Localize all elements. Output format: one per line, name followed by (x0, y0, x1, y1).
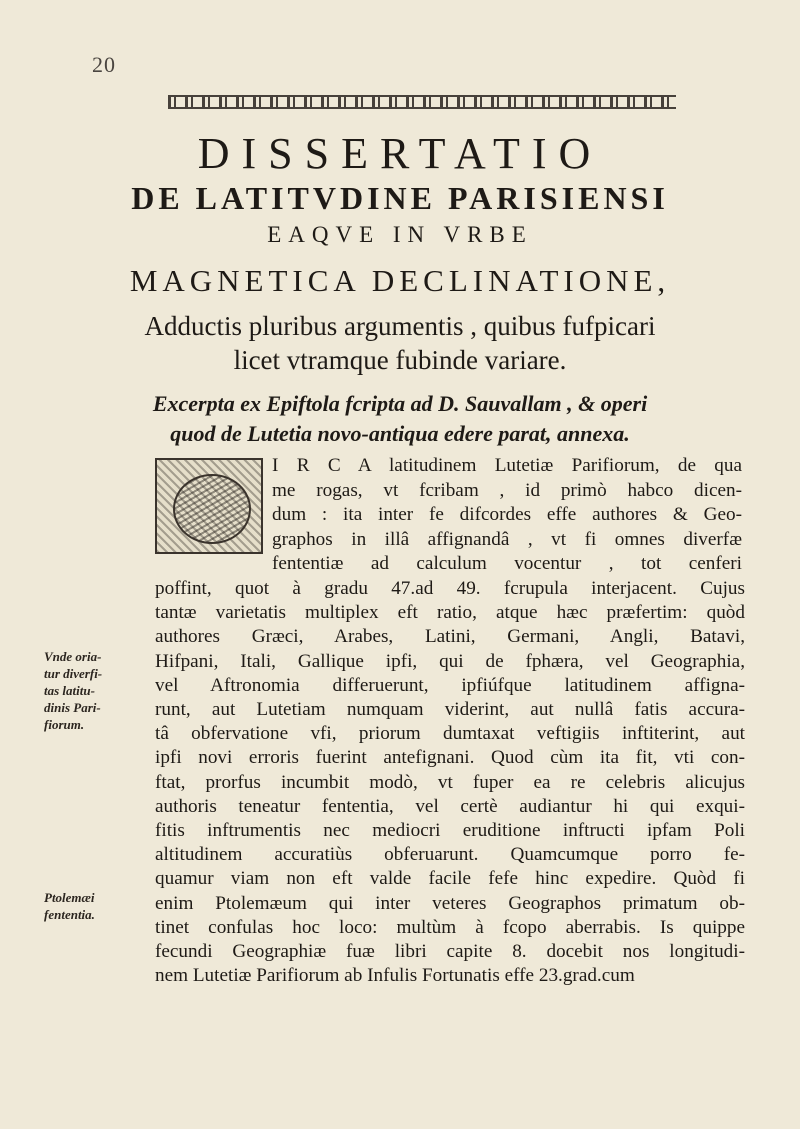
excerpta-line-2: quod de Lutetia novo-antiqua edere parat, annexa. (170, 421, 630, 446)
body-line: ftat, prorfus incumbit modò, vt fuper ea re celebris alicujus (155, 771, 745, 793)
opening-line: I R C A latitudinem Lutetiæ Parifiorum, de qua (272, 455, 742, 476)
body-line: runt, aut Lutetiam numquam viderint, aut nullâ fatis accura- (155, 699, 745, 721)
body-line: altitudinem accuratiùs obferuarunt. Quamcumque porro fe- (155, 844, 745, 866)
body-line: nem Lutetiæ Parifiorum ab Infulis Fortunatis effe 23.grad.cum (155, 965, 635, 987)
excerpta-line-1: Excerpta ex Epiftola fcripta ad D. Sauvallam , & operi (152, 391, 648, 416)
margin-note-line: Ptolemæi (44, 890, 95, 905)
margin-note-line: fiorum. (44, 717, 85, 732)
opening-line: fententiæ ad calculum vocentur , tot cenferi (272, 553, 742, 574)
title-excerpta (0, 389, 800, 449)
decorative-headband (168, 95, 676, 109)
opening-line: dum : ita inter fe difcordes effe authores & Geo- (272, 504, 742, 525)
margin-note-line: dinis Pari- (44, 700, 101, 715)
margin-note-line: tur diverfi- (44, 666, 103, 681)
body-line: enim Ptolemæum qui inter veteres Geographos primatum ob- (155, 892, 745, 914)
body-line: quamur viam non eft valde facile fefe hinc expedire. Quòd fi (155, 868, 745, 890)
initial-ornament (173, 474, 251, 544)
opening-paragraph (272, 454, 742, 577)
opening-line: me rogas, vt fcribam , id primò habco dicen- (272, 479, 742, 501)
title-eaque-in-urbe: EAQVE IN VRBE (267, 222, 533, 247)
opening-line: graphos in illâ affignandâ , vt fi omnes diverfæ (272, 528, 742, 550)
margin-note-line: tas latitu- (44, 683, 95, 698)
margin-note-line: fententia. (44, 907, 95, 922)
title-dissertatio: DISSERTATIO (197, 129, 603, 178)
body-line: fitis inftrumentis nec mediocri eruditione inftructi ipfam Poli (155, 820, 745, 842)
page-number: 20 (92, 52, 116, 77)
margin-note-line: Vnde oria- (44, 649, 102, 664)
decorated-initial-c (155, 458, 263, 554)
subtitle-line-1: Adductis pluribus argumentis , quibus fufpicari (144, 311, 656, 341)
body-line: vel Aftronomia differuerunt, ipfiúfque latitudinem affigna- (155, 674, 745, 696)
body-line: poffint, quot à gradu 47.ad 49. fcrupula interjacent. Cujus (155, 578, 745, 599)
body-line: authoris teneatur fententia, vel certè audiantur hi qui exqui- (155, 795, 745, 817)
title-de-latitudine: DE LATITVDINE PARISIENSI (131, 180, 669, 216)
body-line: Hifpani, Itali, Gallique ipfi, qui de fphæra, vel Geographia, (155, 650, 745, 672)
margin-note-variety (44, 648, 144, 733)
body-line: authores Græci, Arabes, Latini, Germani, Angli, Batavi, (155, 626, 745, 648)
body-line: fecundi Geographiæ fuæ libri capite 8. docebit nos longitudi- (155, 941, 745, 963)
subtitle-line-2: licet vtramque fubinde variare. (233, 345, 567, 375)
body-line: tinet confulas hoc loco: multùm à fcopo aberrabis. Is quippe (155, 916, 745, 938)
margin-note-ptolemy (44, 889, 144, 923)
title-subtitle (0, 309, 800, 377)
body-line: ipfi novi erroris fuerint antefignani. Quod cùm ita fit, vti con- (155, 747, 745, 769)
body-line: tantæ varietatis multiplex eft ratio, atque hæc præfertim: quòd (155, 602, 745, 624)
title-magnetica-declinatione: MAGNETICA DECLINATIONE, (129, 263, 671, 298)
body-paragraph (155, 577, 745, 988)
body-line: tâ obfervatione vfi, priorum dumtaxat veftigiis inftiterint, aut (155, 723, 745, 745)
